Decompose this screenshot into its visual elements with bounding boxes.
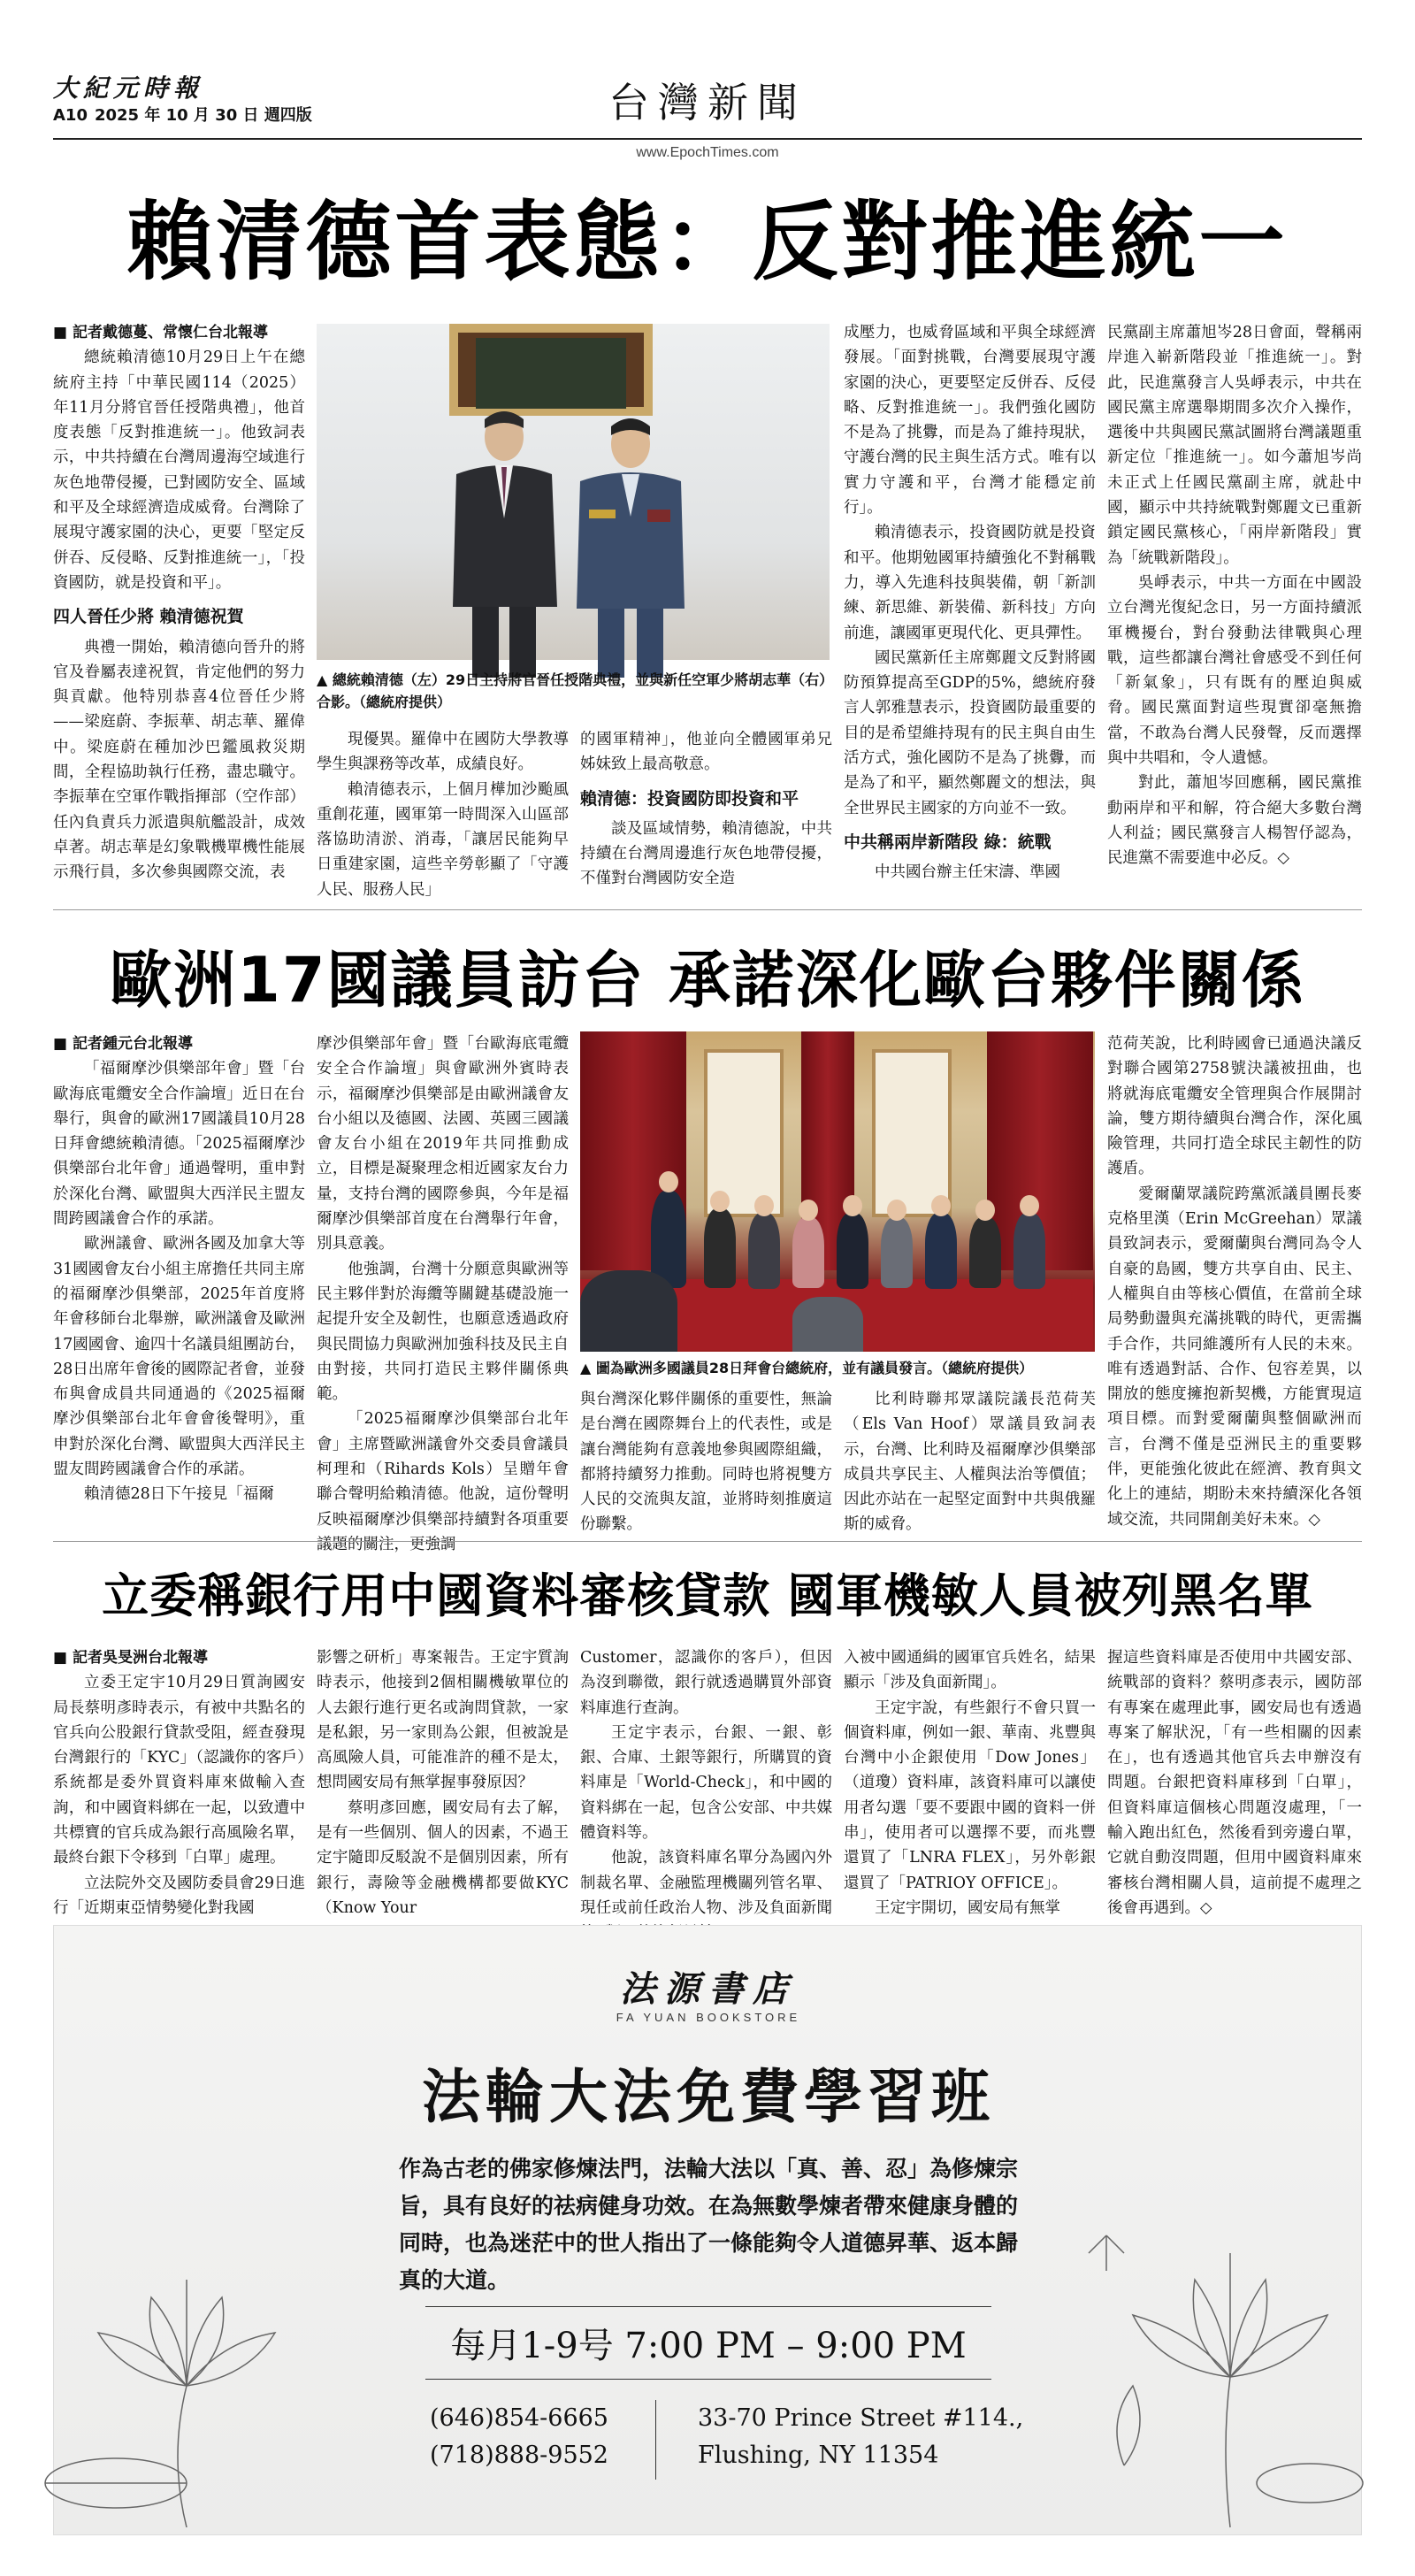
- section-title: 台灣新聞: [608, 79, 807, 126]
- paragraph: 中共國台辦主任宋濤、準國: [875, 863, 1060, 882]
- paragraph: Customer，認識你的客戶），但因為沒到聯徵，銀行就透過購買外部資料庫進行查詢。: [580, 1649, 832, 1717]
- article3-column-1: [53, 1645, 305, 1917]
- article1-column-3: [580, 727, 832, 893]
- paragraph: 與台灣深化夥伴關係的重要性，無論是台灣在國際舞台上的代表性，或是讓台灣能夠有意義地參與國際組織，都將持續努力推動。同時也將視雙方人民的交流與友誼，並將時刻推廣這份聯繫。: [580, 1391, 832, 1534]
- article1-column-4: [844, 320, 1096, 893]
- bookstore-advertisement: [53, 1925, 1362, 2535]
- paragraph: 現優異。羅偉中在國防大學教導學生與課務等改革，成績良好。: [317, 731, 569, 774]
- ad-rule-top: [425, 2306, 991, 2307]
- portrait-frame: [449, 324, 653, 416]
- paragraph: 的國軍精神」，他並向全體國軍弟兄姊妹致上最高敬意。: [580, 731, 832, 774]
- article2-headline: 歐洲17國議員訪台 承諾深化歐台夥伴關係: [110, 944, 1305, 1016]
- ad-body-text: 作為古老的佛家修煉法門，法輪大法以「真、善、忍」為修煉宗旨，具有良好的祛病健身功效。在為無數學煉者帶來健康身體的同時，也為迷茫中的世人指出了一條能夠令人道德昇華、返本歸真的大道。: [399, 2156, 1019, 2293]
- paragraph: 他強調，台灣十分願意與歐洲等民主夥伴對於海纜等關鍵基礎設施一起提升安全及韌性，也願意透過政府與民間協力與歐洲加強科技及民主自由對接，共同打造民主夥伴關係典範。: [317, 1260, 569, 1404]
- paragraph: 范荷芙說，比利時國會已通過決議反對聯合國第2758號決議被扭曲，也將就海底電纜安全管理與合作展開討論，雙方期待續與台灣合作，深化風險管理，共同打造全球民主韌性的防護盾。: [1107, 1035, 1362, 1178]
- paragraph: 影響之研析」專案報告。王定宇質詢時表示，他接到2個相關機敏單位的人去銀行進行更名或詢問貸款，一家是私銀，另一家則為公銀，但被說是高風險人員，可能准許的種不是太，想問國安局有無掌握事發原因？: [317, 1649, 569, 1792]
- article1-byline: ■ 記者戴德蔓、常懷仁台北報導: [53, 320, 305, 345]
- paragraph: 入被中國通緝的國軍官兵姓名，結果顯示「涉及負面新聞」。: [844, 1649, 1096, 1692]
- paragraph: 歐洲議會、歐洲各國及加拿大等31國國會友台小組主席擔任共同主席的福爾摩沙俱樂部，2025年首度將年會移師台北舉辦，歐洲議會及歐洲17國國會、逾四十名議員組團訪台，28日出席年會後的國際記者會，並發布與會成員共同通過的《2025福爾摩沙俱樂部台北年會會後聲明》，重申對於深化台灣、歐盟與大西洋民主盟友間跨國議會合作的承諾。: [53, 1235, 305, 1479]
- paragraph: 愛爾蘭眾議院跨黨派議員團長麥克格里漢（Erin McGreehan）眾議員致詞表示，愛爾蘭與台灣同為令人自豪的島國，雙方共享自由、民主、人權與自由等核心價值，在當前全球局勢動盪與充滿挑戰的時代，更需攜手合作，共同維護所有人民的未來。唯有透過對話、合作、包容差異，以開放的態度擁抱新契機，方能實現這項目標。而對愛爾蘭與整個歐洲而言，台灣不僅是亞洲民主的重要夥伴，更能強化彼此在經濟、教育與文化上的連結，期盼未來持續深化各領域交流，共同開創美好未來。◇: [1107, 1184, 1362, 1529]
- article3-column-2: [317, 1645, 569, 1917]
- paragraph: 比利時聯邦眾議院議長范荷芙（Els Van Hoof）眾議員致詞表示，台灣、比利時及福爾摩沙俱樂部成員共享民主、人權與法治等價值；因此亦站在一起堅定面對中共與俄羅斯的威脅。: [844, 1391, 1096, 1534]
- masthead-rule: [53, 138, 1362, 140]
- article2-photo-caption: ▲ 圖為歐洲多國議員28日拜會台總統府，並有議員發言。（總統府提供）: [580, 1357, 1095, 1379]
- issue-date: 2025 年 10 月 30 日 週四版: [94, 106, 312, 125]
- paragraph: 立委王定宇10月29日質詢國安局長蔡明彥時表示，有被中共點名的官兵向公股銀行貸款受阻，經查發現台灣銀行的「KYC」（認識你的客戶）系統都是委外買資料庫來做輸入查詢，和中國資料綁在一起，以致遭中共標寶的官兵成為銀行高風險名單，最終台銀下令移到「白單」處理。: [53, 1674, 305, 1867]
- paragraph: 對此，蕭旭岑回應稱，國民黨推動兩岸和平和解，符合絕大多數台灣人利益；國民黨發言人楊智伃認為，民進黨不需要進中必反。◇: [1107, 774, 1362, 868]
- paragraph: 賴清德表示，投資國防就是投資和平。他期勉國軍持續強化不對稱戰力，導入先進科技與裝備，朝「新訓練、新思維、新裝備、新科技」方向前進，讓國軍更現代化、更具彈性。: [844, 524, 1096, 642]
- president-figure: [449, 403, 560, 678]
- paragraph: 典禮一開始，賴清德向晉升的將官及眷屬表達祝賀，肯定他們的努力與貢獻。他特別恭喜4位晉任少將——梁庭蔚、李振華、胡志華、羅偉中。梁庭蔚在種加沙巴鑑風救災期間，全程協助執行任務，盡忠職守。李振華在空軍作戰指揮部（空作部）任內負責兵力派遣與航艦設計，成效卓著。胡志華是幻象戰機單機性能展示飛行員，多次參與國際交流，表: [53, 638, 305, 882]
- paragraph: 成壓力，也威脅區域和平與全球經濟發展。「面對挑戰，台灣要展現守護家園的決心，更要堅定反併吞、反侵略、反對推進統一」。我們強化國防不是為了挑釁，而是為了維持現狀，守護台灣的民主與生活方式。唯有以實力守護和平，台灣才能穩定前行」。: [844, 324, 1096, 518]
- paragraph: 蔡明彥回應，國安局有去了解，是有一些個別、個人的因素，不過王定宇隨即反駁說不是個別因素，所有銀行，壽險等金融機構都要做KYC（Know Your: [317, 1798, 569, 1917]
- article1-subhead-1: 四人晉任少將 賴清德祝賀: [53, 607, 244, 627]
- ad-rule-bottom: [425, 2379, 991, 2380]
- ad-schedule: 每月1-9号 7:00 PM – 9:00 PM: [450, 2326, 967, 2366]
- masthead: [53, 62, 1362, 168]
- bookstore-name: 法源書店: [620, 1968, 797, 2010]
- article3-column-4: [844, 1645, 1096, 1917]
- article2-column-3: [580, 1387, 832, 1534]
- article-divider: [53, 909, 1362, 910]
- article-divider: [53, 1541, 1362, 1542]
- paragraph: 賴清德表示，上個月樺加沙颱風重創花蓮，國軍第一時間深入山區部落協助清淤、消毒，「讓居民能夠早日重建家園，這些辛勞彰顯了「守護人民、服務人民」: [317, 780, 569, 899]
- paragraph: 王定宇說，有些銀行不會只買一個資料庫，例如一銀、華南、兆豐與台灣中小企銀使用「Dow Jones」（道瓊）資料庫，該資料庫可以讓使用者勾選「要不要跟中國的資料一併串」，使用者可以選擇不要，而兆豐還買了「LNRA FLEX」，另外彰銀還買了「PATRIOY OFFICE」。: [844, 1698, 1096, 1892]
- article1-column-1: [53, 320, 305, 893]
- paragraph: 「福爾摩沙俱樂部年會」暨「台歐海底電纜安全合作論壇」近日在台舉行，與會的歐洲17國議員10月28日拜會總統賴清德。「2025福爾摩沙俱樂部台北年會」通過聲明，重申對於深化台灣、歐盟與大西洋民主盟友間跨國議會合作的承諾。: [53, 1060, 305, 1229]
- paragraph: 立法院外交及國防委員會29日進行「近期東亞情勢變化對我國: [53, 1874, 305, 1917]
- officer-figure: [573, 412, 688, 678]
- paragraph: 「2025福爾摩沙俱樂部台北年會」主席暨歐洲議會外交委員會議員柯理和（Rihards Kols）呈贈年會聯合聲明給賴清德。他說，這份聲明反映福爾摩沙俱樂部持續對各項重要議題的關注，更強調: [317, 1410, 569, 1553]
- phone-number-1: (646)854-6665: [430, 2404, 608, 2432]
- address-line-1: 33-70 Prince Street #114.,: [698, 2404, 1024, 2432]
- address-line-2: Flushing, NY 11354: [698, 2442, 939, 2469]
- paragraph: 王定宇開切，國安局有無掌: [875, 1898, 1060, 1917]
- article1-column-5: [1107, 320, 1362, 893]
- paragraph: 吳崢表示，中共一方面在中國設立台灣光復紀念日，另一方面持續派軍機擾台，對台發動法律戰與心理戰，這些都讓台灣社會感受不到任何「新氣象」，只有既有的壓迫與威脅。國民黨面對這些現實卻毫無擔當，不敢為台灣人民發聲，反而選擇與中共唱和，令人遺憾。: [1107, 573, 1362, 768]
- paragraph: 總統賴清德10月29日上午在總統府主持「中華民國114（2025）年11月分將官晉任授階典禮」，他首度表態「反對推進統一」。他致詞表示，中共持續在台灣周邊海空域進行灰色地帶侵擾，已對國防安全、區域和平及全球經濟造成威脅。台灣除了展現守護家園的決心，更要「堅定反併吞、反侵略、反對推進統一」，「投資國防，就是投資和平」。: [53, 349, 305, 592]
- article2-byline: ■ 記者鍾元台北報導: [53, 1031, 305, 1056]
- ad-title: 法輪大法免費學習班: [422, 2063, 995, 2131]
- newspaper-logo: 大紀元時報: [53, 73, 204, 103]
- article2-photo: [580, 1031, 1095, 1352]
- article2-column-2: [317, 1031, 569, 1553]
- paragraph: 握這些資料庫是否使用中共國安部、統戰部的資料？蔡明彥表示，國防部有專案在處理此事，國安局也有透過專案了解狀況，「有一些相關的因素在」，也有透過其他官兵去申辦沒有問題。台銀把資料庫移到「白單」，但資料庫這個核心問題沒處理，「一輸入跑出紅色，然後看到旁邊白單，它就自動沒問題，但用中國資料庫來審核台灣相關人員，這前提不處理之後會再遇到。◇: [1107, 1649, 1362, 1917]
- article1-column-2: [317, 727, 569, 899]
- paragraph: 摩沙俱樂部年會」暨「台歐海底電纜安全合作論壇」與會歐洲外賓時表示，福爾摩沙俱樂部是由歐洲議會友台小組以及德國、法國、英國三國議會友台小組在2019年共同推動成立，目標是凝聚理念相近國家友台力量，支持台灣的國際參與，今年是福爾摩沙俱樂部首度在台灣舉行年會，別具意義。: [317, 1035, 569, 1254]
- paragraph: 談及區域情勢，賴清德說，中共持續在台灣周邊進行灰色地帶侵擾，不僅對台灣國防安全造: [580, 819, 832, 888]
- article1-photo-caption: ▲ 總統賴清德（左）29日主持將官晉任授階典禮，並與新任空軍少將胡志華（右）合影。（總統府提供）: [317, 669, 830, 713]
- bookstore-name-english: FA YUAN BOOKSTORE: [616, 2011, 801, 2024]
- paragraph: 王定宇表示，台銀、一銀、彰銀、合庫、土銀等銀行，所購買的資料庫是「World-Check」，和中國的資料綁在一起，包含公安部、中共媒體資料等。: [580, 1723, 832, 1843]
- paragraph: 他說，該資料庫名單分為國內外制裁名單、金融監理機關列管名單、現任或前任政治人物、涉及負面新聞: [580, 1849, 832, 1917]
- article2-column-4: [844, 1387, 1096, 1534]
- article3-byline: ■ 記者吳旻洲台北報導: [53, 1645, 305, 1670]
- article3-column-5: [1107, 1645, 1362, 1917]
- page-number: A10: [53, 106, 88, 125]
- website-url: www.EpochTimes.com: [636, 145, 779, 160]
- ad-vertical-rule: [655, 2400, 656, 2480]
- paragraph: 賴清德28日下午接見「福爾: [84, 1485, 274, 1504]
- ad-phone-numbers: [430, 2400, 608, 2474]
- ad-address: [698, 2400, 1023, 2474]
- article1-subhead-2: 賴清德：投資國防即投資和平: [580, 788, 799, 809]
- article1-subhead-3: 中共稱兩岸新階段 綠：統戰: [844, 832, 1052, 852]
- article3-headline: 立委稱銀行用中國資料審核貸款 國軍機敏人員被列黑名單: [102, 1569, 1313, 1623]
- article2-column-5: [1107, 1031, 1362, 1527]
- article2-column-1: [53, 1031, 305, 1527]
- paragraph: 民黨副主席蕭旭岑28日會面，聲稱兩岸進入嶄新階段並「推進統一」。對此，民進黨發言人吳崢表示，中共在國民黨主席選舉期間多次介入操作，選後中共與國民黨試圖將台灣議題重新定位「推進統一」。如今蕭旭岑尚未正式上任國民黨副主席，就赴中國，顯示中共持統戰對鄭麗文已重新鎖定國民黨核心，「兩岸新階段」實為「統戰新階段」。: [1107, 324, 1362, 567]
- lotus-illustration-right: [1053, 2200, 1372, 2536]
- paragraph: 國民黨新任主席鄭麗文反對將國防預算提高至GDP的5%，總統府發言人郭雅慧表示，投資國防最重要的目的是希望維持現有的民主與自由生活方式，強化國防不是為了挑釁，而是為了和平，顯然鄭麗文的想法，與全世界民主國家的方向並不一致。: [844, 648, 1096, 817]
- article3-column-3: [580, 1645, 832, 1917]
- lotus-illustration-left: [36, 2262, 337, 2545]
- phone-number-2: (718)888-9552: [430, 2442, 608, 2469]
- article1-headline: 賴清德首表態：反對推進統一: [126, 192, 1289, 292]
- article1-photo: [317, 324, 830, 660]
